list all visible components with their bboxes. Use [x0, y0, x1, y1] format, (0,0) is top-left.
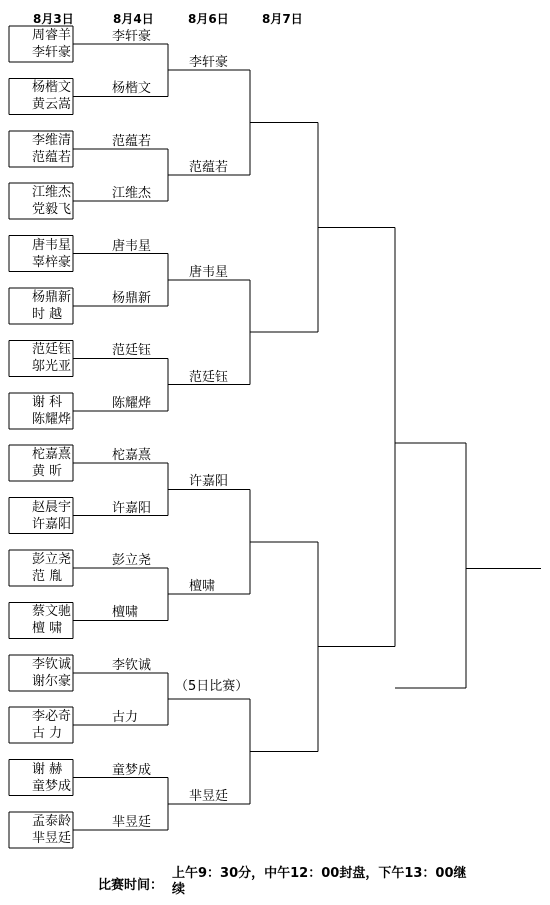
player-name: 范 胤 — [32, 569, 63, 584]
player-name: 范廷钰 — [32, 342, 72, 358]
player-name: 陈耀烨 — [32, 411, 72, 427]
round2-winner: 李钦诚 — [112, 657, 152, 673]
player-name: 范蕴若 — [32, 149, 72, 165]
player-name: 杨鼎新 — [32, 290, 72, 305]
round2-winner: 许嘉阳 — [112, 500, 152, 516]
player-name: 童梦成 — [32, 778, 72, 794]
round3-winner: 李轩豪 — [189, 55, 229, 71]
player-name: 周睿羊 — [32, 28, 72, 43]
player-name: 彭立尧 — [32, 552, 72, 567]
player-name: 黄 昕 — [32, 464, 63, 480]
player-name: 许嘉阳 — [32, 516, 72, 532]
player-name: 赵晨宇 — [32, 499, 72, 515]
player-name: 李必奇 — [32, 709, 72, 725]
player-name: 党毅飞 — [32, 202, 72, 218]
round2-winner: 李轩豪 — [112, 29, 152, 44]
player-name: 谢 赫 — [32, 761, 63, 777]
round3-winner: 许嘉阳 — [189, 474, 229, 490]
player-name: 江维杰 — [32, 185, 72, 201]
round3-winner: 范蕴若 — [189, 160, 229, 175]
player-name: 蔡文驰 — [32, 604, 72, 620]
round2-winner: 杨鼎新 — [112, 291, 152, 306]
player-name: 邬光亚 — [32, 359, 72, 375]
round2-winner: 童梦成 — [112, 762, 152, 778]
round3-winner: 唐韦星 — [189, 264, 229, 280]
round2-winner: 古力 — [112, 710, 139, 726]
round2-winner: 江维杰 — [112, 186, 152, 202]
round3-winner: 芈昱廷 — [189, 788, 229, 804]
player-name: 檀 啸 — [32, 621, 63, 637]
player-name: 李维清 — [32, 132, 72, 148]
date-header-2: 8月6日 — [188, 12, 229, 26]
player-name: 辜梓豪 — [32, 254, 72, 270]
player-name: 唐韦星 — [32, 237, 72, 253]
round3-winner: 范廷钰 — [189, 369, 229, 385]
player-name: 柁嘉熹 — [32, 447, 72, 463]
player-name: 李轩豪 — [32, 45, 72, 60]
date-header-3: 8月7日 — [262, 12, 303, 26]
player-name: 谢尔豪 — [32, 673, 72, 689]
player-name: 黄云嵩 — [32, 97, 72, 113]
round3-winner: 檀啸 — [189, 579, 216, 595]
player-name: 时 越 — [32, 307, 63, 322]
player-name: 杨楷文 — [32, 80, 72, 96]
player-name: 谢 科 — [32, 394, 63, 410]
round2-winner: 杨楷文 — [112, 81, 152, 97]
round2-winner: 柁嘉熹 — [112, 448, 152, 464]
round2-winner: 彭立尧 — [112, 553, 152, 568]
round2-winner: 芈昱廷 — [112, 815, 152, 830]
round2-winner: 唐韦星 — [112, 238, 152, 254]
player-name: 孟泰龄 — [32, 814, 72, 829]
date-header-1: 8月4日 — [113, 12, 154, 26]
round2-winner: 陈耀烨 — [112, 395, 152, 411]
round2-winner: 范廷钰 — [112, 343, 152, 359]
round2-winner: 范蕴若 — [112, 133, 152, 149]
player-name: 李钦诚 — [32, 656, 72, 672]
round2-winner: 檀啸 — [112, 605, 139, 621]
round3-winner: （5日比赛） — [175, 679, 249, 694]
date-header-0: 8月3日 — [33, 12, 74, 26]
player-name: 芈昱廷 — [32, 831, 72, 846]
schedule-time-value: 上午9：30分，中午12：00封盘，下午13：00继续 — [172, 866, 467, 897]
schedule-time-label: 比赛时间： — [98, 878, 164, 893]
player-name: 古 力 — [32, 726, 63, 742]
